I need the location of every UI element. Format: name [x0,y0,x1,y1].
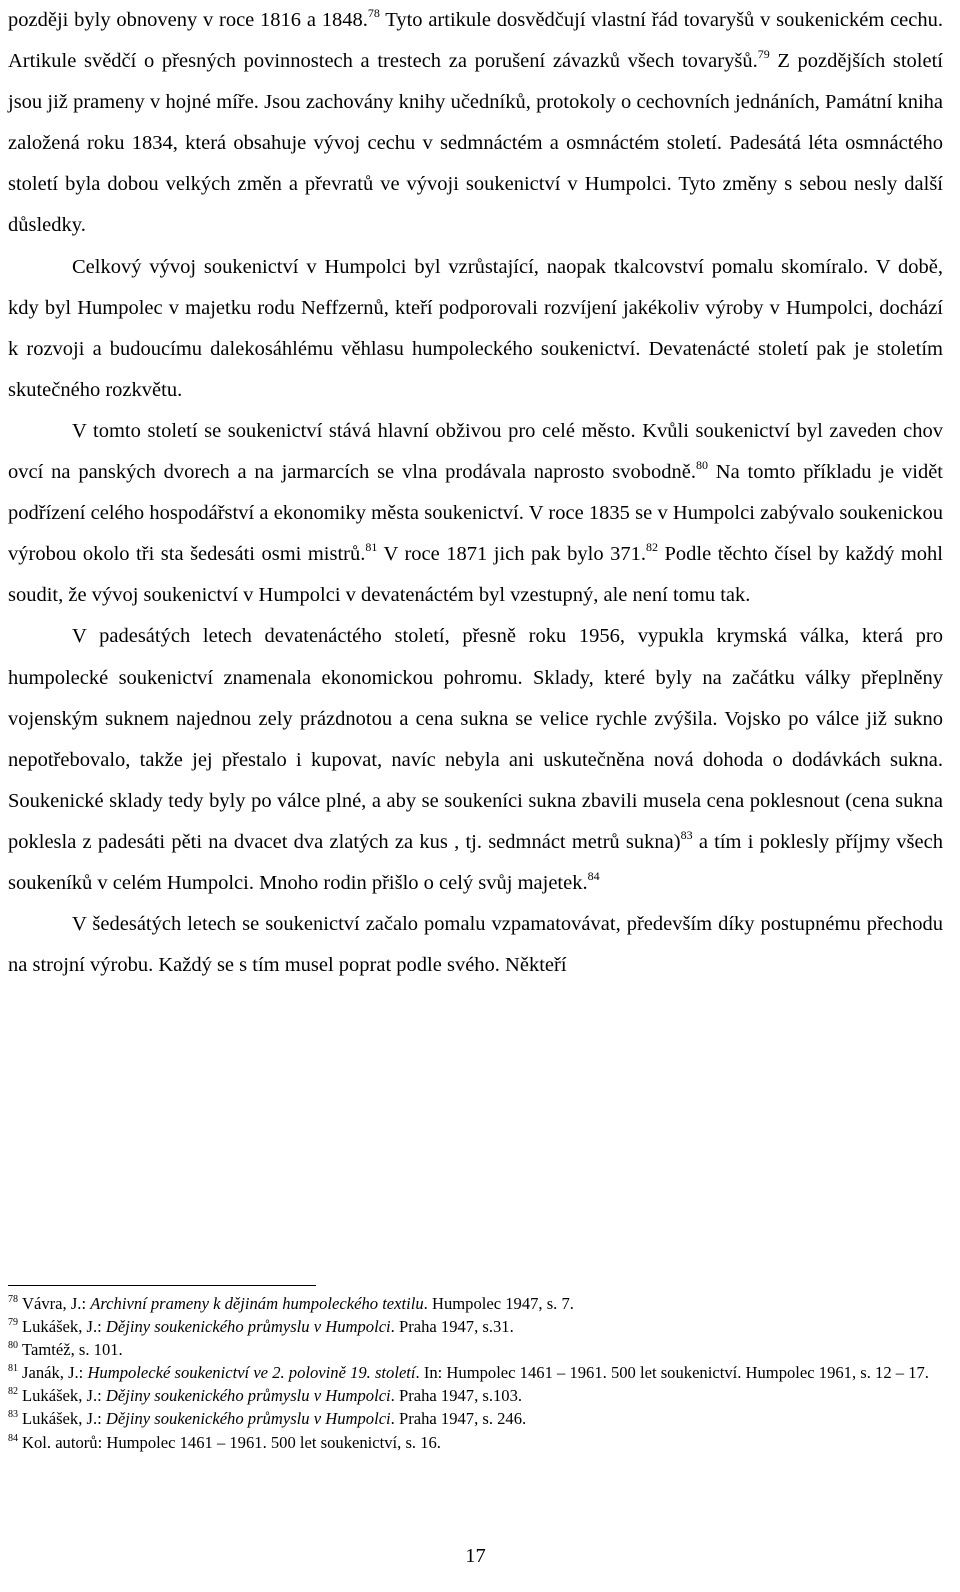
text-run: V roce 1871 jich pak bylo 371. [377,543,646,566]
footnote [8,1292,943,1315]
paragraph [8,247,943,411]
footnote-number: 82 [8,1386,18,1398]
text-run: Podle těchto čísel by každý mohl soudit, že vývoj soukenictví v Humpolci v devatenáctém byl vzestupný, ale není tomu tak. [8,543,943,607]
page-number: 17 [465,1545,486,1567]
citation-text: Janák, J.: [22,1363,88,1383]
footnotes [8,1292,943,1454]
footnote-separator [8,1285,316,1286]
text-run: V šedesátých letech se soukenictví začalo pomalu vzpamatovávat, především díky postupnému přechodu na strojní výrobu. Každý se s tím musel poprat podle svého. Někteří [8,913,943,977]
footnote-reference: 84 [587,868,600,883]
paragraph [8,616,943,904]
citation-title: Dějiny soukenického průmyslu v Humpolci [105,1317,391,1337]
footnote [8,1361,943,1384]
footnote-number: 78 [8,1294,18,1305]
citation-title: Humpolecké soukenictví ve 2. polovině 19. století [87,1363,416,1383]
citation-text: Kol. autorů: Humpolec 1461 – 1961. 500 let soukenictví, s. 16. [22,1432,441,1452]
citation-text: . In: Humpolec 1461 – 1961. 500 let soukenictví. Humpolec 1961, s. 12 – 17. [415,1363,929,1383]
footnote-reference: 80 [695,458,708,473]
citation-title: Archivní prameny k dějinám humpoleckého textilu [90,1294,424,1313]
text-run: V tomto století se soukenictví stává hlavní obživou pro celé město. Kvůli soukenictví byl zaveden chov ovcí na panských dvorech a na jarmarcích se vlna prodávala naprosto svobodně. [8,419,943,484]
footnote [8,1315,943,1338]
footnote-reference: 83 [680,827,693,842]
text-run: později byly obnoveny v roce 1816 a 1848. [8,9,368,31]
citation-text: . Praha 1947, s.103. [390,1386,523,1406]
footnote-number: 83 [8,1409,18,1421]
footnote [8,1431,943,1454]
citation-text: Tamtéž, s. 101. [22,1340,123,1360]
citation-text: Lukášek, J.: [22,1317,106,1337]
body-text [8,0,943,986]
footnote-reference: 78 [367,6,380,20]
footnote-number: 79 [8,1317,18,1329]
citation-text: . Humpolec 1947, s. 7. [423,1294,574,1313]
footnote-reference: 79 [757,47,770,62]
citation-text: Lukášek, J.: [22,1386,106,1406]
text-run: Celkový vývoj soukenictví v Humpolci byl vzrůstající, naopak tkalcovství pomalu skomíralo. V době, kdy byl Humpolec v majetku rodu Neffzernů, kteří podporovali rozvíjení jakékoliv výroby v Humpolci, dochází k rozvoji a budoucímu dalekosáhlému věhlasu humpoleckého soukenictví. Devatenácté století pak je stoletím skutečného rozkvětu. [8,255,943,401]
footnote [8,1384,943,1407]
text-run: V padesátých letech devatenáctého století, přesně roku 1956, vypukla krymská válka, která pro humpolecké soukenictví znamenala ekonomickou pohromu. Sklady, které byly na začátku války přeplněny vojenským suknem najednou zely prázdnotou a cena sukna se velice rychle zvýšila. Vojsko po válce již sukno nepotřebovalo, takže jej přestalo i kupovat, navíc nebyla ani uskutečněna nová dohoda o dodávkách sukna. Soukenické sklady tedy byly po válce plné, a aby se soukeníci sukna zbavili musela cena poklesnout (cena sukna poklesla z padesáti pěti na dvacet dva zlatých za kus , tj. sedmnáct metrů sukna) [8,625,943,853]
citation-text: Lukášek, J.: [22,1409,106,1429]
citation-text: . Praha 1947, s. 246. [390,1409,527,1429]
text-run: Tyto artikule dosvědčují vlastní řád tovaryšů v soukenickém cechu. Artikule svědčí o přesných povinnostech a trestech za porušení závazků všech tovaryšů. [8,9,943,73]
paragraph [8,0,943,247]
citation-text: Vávra, J.: [22,1294,91,1313]
text-run: Z pozdějších století jsou již prameny v hojné míře. Jsou zachovány knihy učedníků, protokoly o cechovních jednáních, Památní kniha založená roku 1834, která obsahuje vývoj cechu v sedmnáctém a osmnáctém století. Padesátá léta osmnáctého století byla dobou velkých změn a převratů ve vývoji soukenictví v Humpolci. Tyto změny s sebou nesly další důsledky. [8,50,943,237]
citation-title: Dějiny soukenického průmyslu v Humpolci [105,1386,391,1406]
footnote [8,1407,943,1430]
footnote-number: 84 [8,1432,18,1444]
footnote [8,1338,943,1361]
citation-text: . Praha 1947, s.31. [390,1317,514,1337]
footnote-number: 80 [8,1340,18,1352]
text-run: Na tomto příkladu je vidět podřízení celého hospodářství a ekonomiky města soukenictví. V roce 1835 se v Humpolci zabývalo soukenickou výrobou okolo tři sta šedesáti osmi mistrů. [8,461,943,566]
text-run: a tím i poklesly příjmy všech soukeníků v celém Humpolci. Mnoho rodin přišlo o celý svůj majetek. [8,830,943,894]
footnote-reference: 81 [365,540,378,555]
footnote-reference: 82 [645,540,658,555]
citation-title: Dějiny soukenického průmyslu v Humpolci [105,1409,391,1429]
footnote-number: 81 [8,1363,18,1375]
paragraph [8,411,943,616]
paragraph [8,904,943,986]
